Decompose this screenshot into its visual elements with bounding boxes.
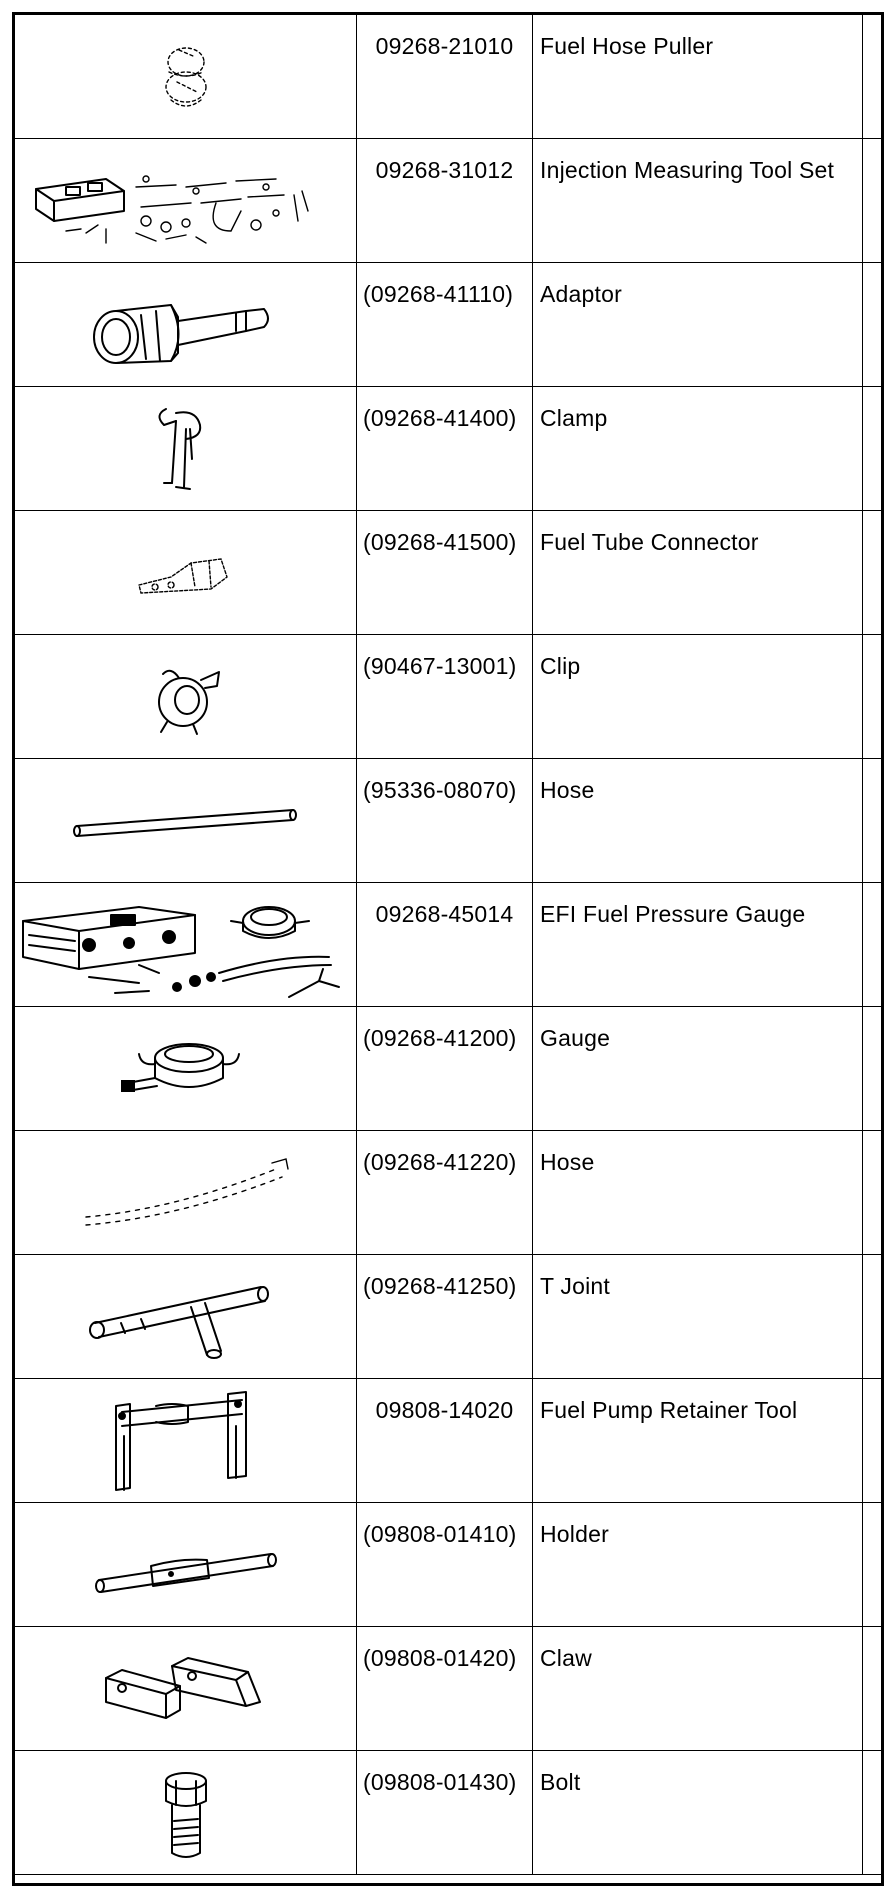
blank-cell <box>863 511 883 635</box>
tool-name: Bolt <box>533 1751 863 1875</box>
blank-cell <box>863 15 883 139</box>
part-number: (09268-41200) <box>357 1007 533 1131</box>
clamp-icon <box>15 387 357 511</box>
table-row <box>15 1627 883 1751</box>
hose-dashed-icon <box>15 1131 357 1255</box>
claw-icon <box>15 1627 357 1751</box>
blank-cell <box>863 635 883 759</box>
fuel-hose-puller-icon <box>15 15 357 139</box>
tools-table <box>14 14 883 1875</box>
part-number: (09268-41220) <box>357 1131 533 1255</box>
tool-name: Clamp <box>533 387 863 511</box>
table-row <box>15 139 883 263</box>
part-number: (09268-41250) <box>357 1255 533 1379</box>
tool-name: Injection Measuring Tool Set <box>533 139 863 263</box>
blank-cell <box>863 1503 883 1627</box>
table-row <box>15 15 883 139</box>
blank-cell <box>863 139 883 263</box>
part-number: (90467-13001) <box>357 635 533 759</box>
blank-cell <box>863 1379 883 1503</box>
table-row <box>15 1503 883 1627</box>
adaptor-icon <box>15 263 357 387</box>
table-row <box>15 1751 883 1875</box>
efi-fuel-pressure-gauge-kit-icon <box>15 883 357 1007</box>
injection-measuring-tool-set-icon <box>15 139 357 263</box>
gauge-icon <box>15 1007 357 1131</box>
table-row <box>15 883 883 1007</box>
tool-name: Hose <box>533 759 863 883</box>
t-joint-icon <box>15 1255 357 1379</box>
part-number: (09808-01410) <box>357 1503 533 1627</box>
special-service-tools-sheet <box>12 12 884 1886</box>
part-number: (09808-01430) <box>357 1751 533 1875</box>
table-row <box>15 1379 883 1503</box>
holder-icon <box>15 1503 357 1627</box>
tool-name: Fuel Hose Puller <box>533 15 863 139</box>
table-row <box>15 511 883 635</box>
part-number: 09268-21010 <box>357 15 533 139</box>
table-row <box>15 1255 883 1379</box>
blank-cell <box>863 1007 883 1131</box>
tool-name: Clip <box>533 635 863 759</box>
tool-name: Gauge <box>533 1007 863 1131</box>
blank-cell <box>863 1131 883 1255</box>
tool-name: T Joint <box>533 1255 863 1379</box>
tool-name: Fuel Pump Retainer Tool <box>533 1379 863 1503</box>
tool-name: Adaptor <box>533 263 863 387</box>
part-number: (09808-01420) <box>357 1627 533 1751</box>
part-number: (09268-41500) <box>357 511 533 635</box>
blank-cell <box>863 1627 883 1751</box>
part-number: (09268-41400) <box>357 387 533 511</box>
table-row <box>15 387 883 511</box>
part-number: 09808-14020 <box>357 1379 533 1503</box>
part-number: (95336-08070) <box>357 759 533 883</box>
tool-name: Holder <box>533 1503 863 1627</box>
tool-name: EFI Fuel Pressure Gauge <box>533 883 863 1007</box>
fuel-pump-retainer-tool-icon <box>15 1379 357 1503</box>
part-number: 09268-45014 <box>357 883 533 1007</box>
table-row <box>15 263 883 387</box>
clip-icon <box>15 635 357 759</box>
table-row <box>15 1007 883 1131</box>
blank-cell <box>863 1255 883 1379</box>
table-row <box>15 1131 883 1255</box>
fuel-tube-connector-icon <box>15 511 357 635</box>
tool-name: Claw <box>533 1627 863 1751</box>
tool-name: Hose <box>533 1131 863 1255</box>
blank-cell <box>863 387 883 511</box>
bolt-icon <box>15 1751 357 1875</box>
table-row <box>15 759 883 883</box>
part-number: (09268-41110) <box>357 263 533 387</box>
blank-cell <box>863 759 883 883</box>
blank-cell <box>863 263 883 387</box>
blank-cell <box>863 883 883 1007</box>
hose-icon <box>15 759 357 883</box>
blank-cell <box>863 1751 883 1875</box>
table-row <box>15 635 883 759</box>
tool-name: Fuel Tube Connector <box>533 511 863 635</box>
part-number: 09268-31012 <box>357 139 533 263</box>
